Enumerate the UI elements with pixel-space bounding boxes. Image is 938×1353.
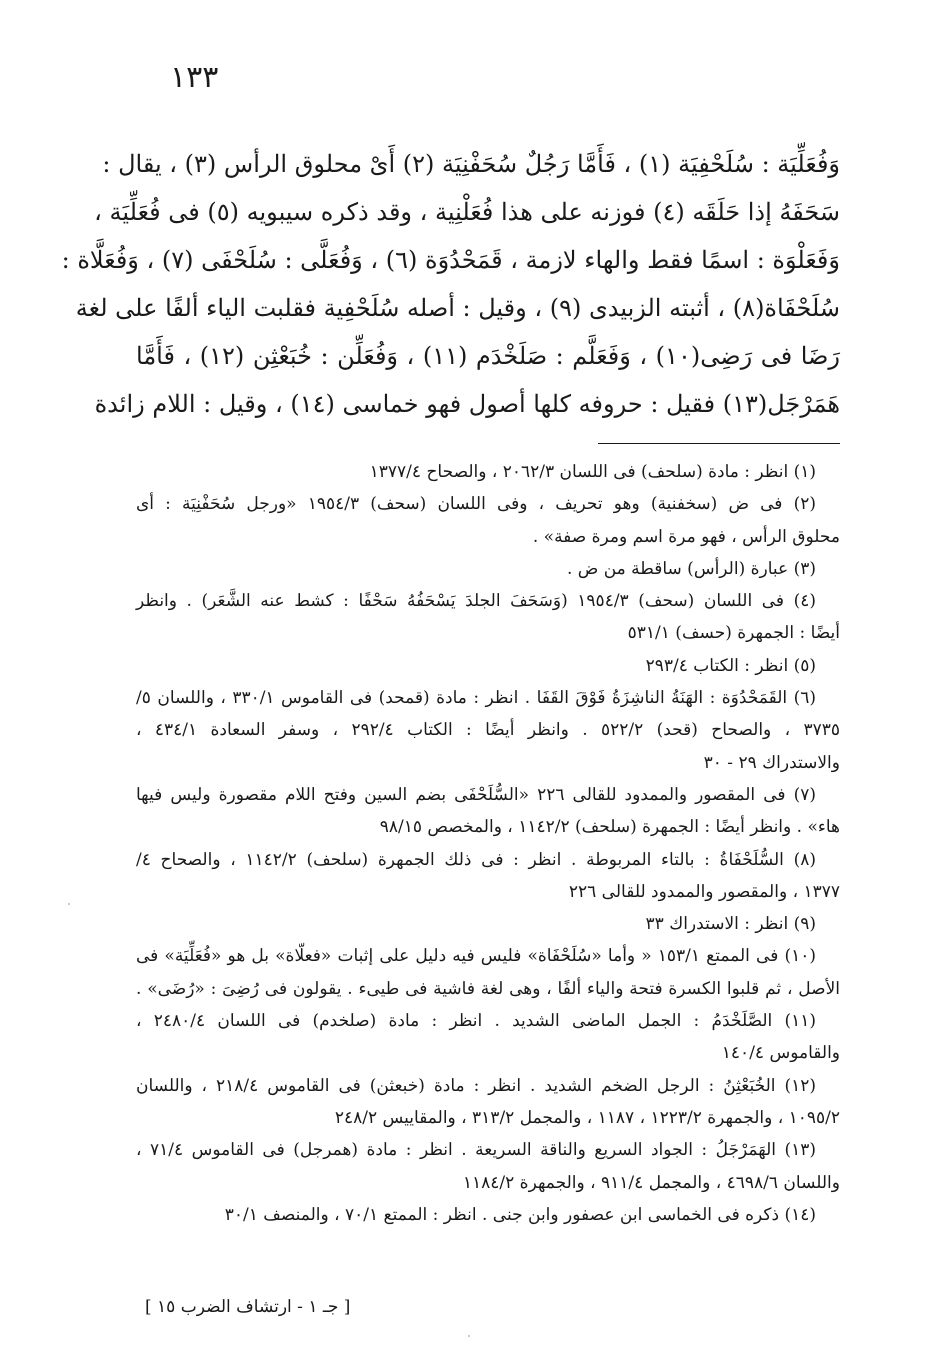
main-text-line: وَفَعَلْوَة : اسمًا فقط والهاء لازمة ، قَمَحْدُوَة (٦) ، وَفُعَلَّى : سُلَحْفَى (٧) ، وَفُعَلَّاة : bbox=[61, 246, 840, 274]
footnote-line: والاستدراك ٢٩ - ٣٠ bbox=[703, 752, 840, 773]
main-text bbox=[61, 140, 840, 428]
footnote-line: (١٢) الخُبَعْثِنُ : الرجل الضخم الشديد . انظر : مادة (خبعثن) فى القاموس ٢١٨/٤ ، واللسان bbox=[136, 1075, 816, 1096]
footnote-line: ٣٧٣٥ ، والصحاح (قحد) ٥٢٢/٢ . وانظر أيضًا : الكتاب ٢٩٢/٤ ، وسفر السعادة ٤٣٤/١ ، bbox=[136, 720, 841, 741]
footnote-line: محلوق الرأس ، فهو مرة اسم ومرة صفة» . bbox=[532, 526, 840, 547]
footnote-line: (١١) الصَّلَخْدَمُ : الجمل الماضى الشديد . انظر : مادة (صلخدم) فى اللسان ٢٤٨٠/٤ ، bbox=[136, 1011, 816, 1032]
main-text-line: هَمَرْجَل(١٣) فقيل : حروفه كلها أصول فهو خماسى (١٤) ، وقيل : اللام زائدة bbox=[94, 390, 840, 418]
main-text-line: سُلَحْفَاة(٨) ، أثبته الزبيدى (٩) ، وقيل : أصله سُلَحْفِية فقلبت الياء ألفًا على لغة bbox=[75, 294, 840, 322]
footnote-line: (٥) انظر : الكتاب ٢٩٣/٤ bbox=[645, 655, 816, 676]
footnote-line: (٤) فى اللسان (سحف) ١٩٥٤/٣ (وَسَحَفَ الجلدَ يَسْحَفُهُ سَحْفًا : كشط عنه الشَّعَر) . وانظر bbox=[136, 591, 817, 612]
footnote-line: أيضًا : الجمهرة (حسف) ٥٣١/١ bbox=[627, 623, 840, 644]
scan-speck bbox=[468, 1335, 470, 1337]
footnote-line: (١٤) ذكره فى الخماسى ابن عصفور وابن جنى . انظر : الممتع ٧٠/١ ، والمنصف ٣٠/١ bbox=[224, 1204, 816, 1225]
footnote-line: (٧) فى المقصور والممدود للقالى ٢٢٦ «السُّلَحْفَى بضم السين وفتح اللام مقصورة وليس فيها bbox=[136, 784, 816, 805]
footnote-line: (٦) القَمَحْدُوَة : الهَنَةُ الناشِزَةُ فَوْقَ القَفَا . انظر : مادة (قمحد) فى القاموس ٣٣٠/١ ، واللسان ٥/ bbox=[136, 688, 816, 709]
footnote-line: (٣) عبارة (الرأس) ساقطة من ض . bbox=[566, 558, 816, 579]
footnote-line: (١٠) فى الممتع ١٥٣/١ « وأما «سُلَحْفَاة» فليس فيه دليل على إثبات «فعلّاة» بل هو «فُعَلِّيَة» فى bbox=[136, 946, 816, 967]
footnote-line: (٨) السُّلَحْفَاةُ : بالتاء المربوطة . انظر : فى ذلك الجمهرة (سلحف) ١١٤٢/٢ ، والصحاح ٤/ bbox=[136, 849, 816, 870]
footnote-line: (٩) انظر : الاستدراك ٣٣ bbox=[645, 914, 816, 935]
footnote-line: (١٣) الهَمَرْجَلُ : الجواد السريع والناقة السريعة . انظر : مادة (همرجل) فى القاموس ٧١/٤ ، bbox=[136, 1140, 817, 1161]
scan-speck bbox=[68, 903, 70, 905]
footnote-line: والقاموس ١٤٠/٤ bbox=[721, 1043, 840, 1064]
footnote-line: ١٠٩٥/٢ ، والجمهرة ١٢٢٣/٢ ، ١١٨٧ ، والمجمل ٣١٣/٢ ، والمقاييس ٢٤٨/٢ bbox=[334, 1107, 840, 1128]
footnote-line: هاء» . وانظر أيضًا : الجمهرة (سلحف) ١١٤٢/٢ ، والمخصص ٩٨/١٥ bbox=[379, 817, 840, 838]
footnote-line: واللسان ٤٦٩٨/٦ ، والمجمل ٩١١/٤ ، والجمهرة ١١٨٤/٢ bbox=[462, 1172, 840, 1193]
footnote-line: (٢) فى ض (سخفنية) وهو تحريف ، وفى اللسان (سحف) ١٩٥٤/٣ «ورجل سُحَفْنِيَة : أى bbox=[136, 494, 816, 515]
footnote-line: الأصل ، ثم قلبوا الكسرة فتحة والياء ألفًا ، وهى لغة فاشية فى طيىء . يقولون فى رُضِىَ : «رُضَى» . bbox=[136, 978, 840, 999]
main-text-line: رَضَا فى رَضِى(١٠) ، وَفَعَلَّم : صَلَخْدَم (١١) ، وَفُعَلِّن : خُبَعْثِن (١٢) ، فَأَمَّا bbox=[136, 342, 840, 370]
footnote-line: (١) انظر : مادة (سلحف) فى اللسان ٢٠٦٢/٣ ، والصحاح ١٣٧٧/٤ bbox=[369, 462, 816, 482]
page-number: ١٣٣ bbox=[170, 60, 219, 95]
main-text-line: سَحَفَهُ إذا حَلَقَه (٤) فوزنه على هذا فُعَلْنِية ، وقد ذكره سيبويه (٥) فى فُعَلِّيَة ، bbox=[94, 198, 840, 226]
main-text-line: وَفُعَلِّيَة : سُلَحْفِيَة (١) ، فَأَمَّا رَجُلٌ سُحَفْنِيَة (٢) أَىْ محلوق الرأس (٣) ، يقال : bbox=[102, 150, 840, 178]
signature-mark: [ جـ ١ - ارتشاف الضرب ١٥ ] bbox=[145, 1297, 351, 1317]
footnotes bbox=[136, 456, 840, 1231]
footnote-divider bbox=[598, 443, 840, 444]
footnote-line: ١٣٧٧ ، والمقصور والممدود للقالى ٢٢٦ bbox=[568, 881, 840, 902]
